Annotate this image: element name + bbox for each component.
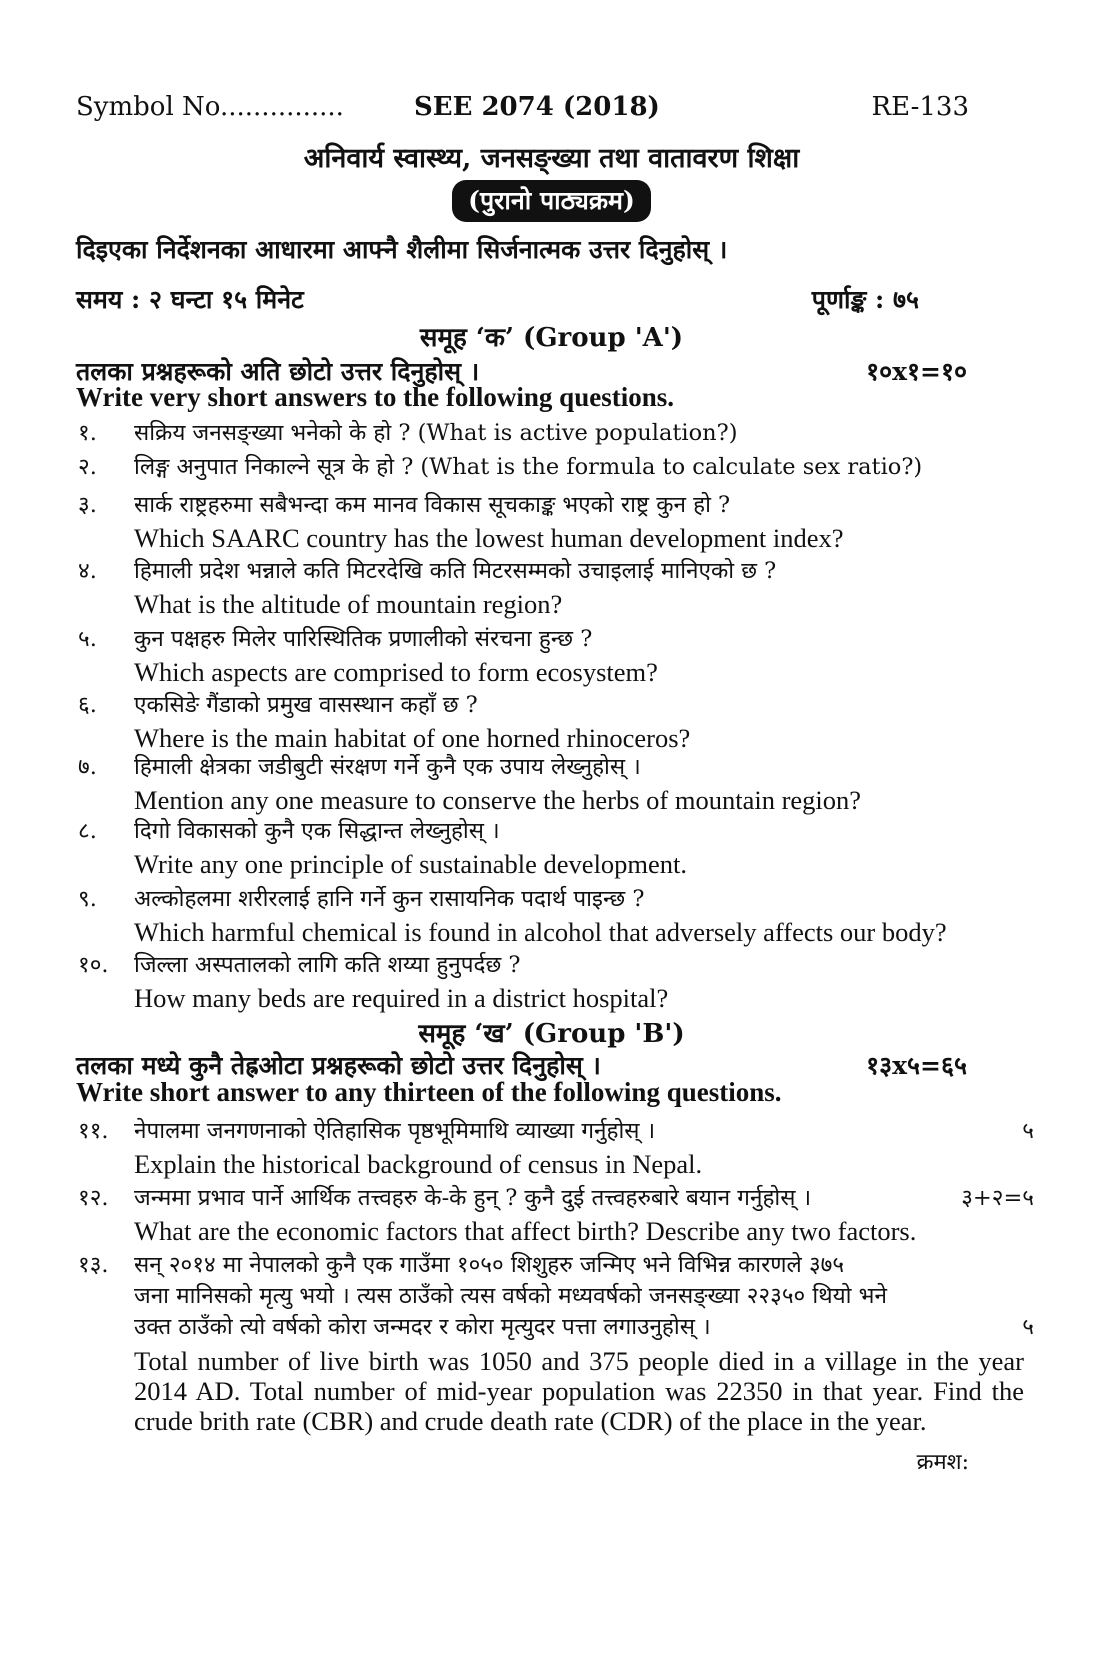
question-text-np: दिगो विकासको कुनै एक सिद्धान्त लेख्नुहोस् । bbox=[134, 818, 500, 844]
curriculum-badge: (पुरानो पाठ्यक्रम) bbox=[452, 180, 651, 222]
symbol-number: Symbol No............... bbox=[76, 92, 344, 122]
question-text-np: अल्कोहलमा शरीरलाई हानि गर्ने कुन रासायनिक पदार्थ पाइन्छ ? bbox=[134, 886, 645, 912]
question-marks: ३+२=५ bbox=[961, 1185, 1034, 1211]
question-text-np: हिमाली क्षेत्रका जडीबुटी संरक्षण गर्ने कुनै एक उपाय लेख्नुहोस् । bbox=[134, 754, 641, 780]
question-text-en: Which aspects are comprised to form ecosystem? bbox=[134, 657, 658, 687]
subject-title: अनिवार्य स्वास्थ्य, जनसङ्ख्या तथा वातावरण शिक्षा bbox=[303, 143, 800, 174]
question-text-np: नेपालमा जनगणनाको ऐतिहासिक पृष्ठभूमिमाथि व्याख्या गर्नुहोस् । bbox=[134, 1118, 656, 1144]
question-text-np-line-2: जना मानिसको मृत्यु भयो । त्यस ठाउँको त्यस वर्षको मध्यवर्षको जनसङ्ख्या २२३५० थियो भने bbox=[134, 1283, 887, 1309]
group-b-instruction-np: तलका मध्ये कुनै तेह्रओटा प्रश्नहरूको छोटो उत्तर दिनुहोस् । bbox=[76, 1051, 601, 1080]
general-instruction: दिइएका निर्देशनका आधारमा आफ्नै शैलीमा सिर्जनात्मक उत्तर दिनुहोस् । bbox=[76, 235, 728, 264]
question-text-en: How many beds are required in a district hospital? bbox=[134, 983, 669, 1013]
question-marks: ५ bbox=[1022, 1314, 1034, 1340]
question-marks: ५ bbox=[1022, 1118, 1034, 1144]
group-a-title: समूह ‘क’ (Group 'A') bbox=[419, 323, 684, 353]
exam-title: SEE 2074 (2018) bbox=[414, 92, 660, 122]
question-text-np: लिङ्ग अनुपात निकाल्ने सूत्र के हो ? (What is the formula to calculate sex ratio?) bbox=[134, 454, 923, 480]
question-text-en: Where is the main habitat of one horned rhinoceros? bbox=[134, 723, 691, 753]
question-number: १३. bbox=[78, 1252, 109, 1278]
question-number: ६. bbox=[78, 692, 97, 718]
question-text-en: What is the altitude of mountain region? bbox=[134, 589, 563, 619]
question-text-np-line-1: सन् २०१४ मा नेपालको कुनै एक गाउँमा १०५० शिशुहरु जन्मिए भने विभिन्न कारणले ३७५ bbox=[134, 1252, 845, 1278]
question-number: ८. bbox=[78, 818, 97, 844]
group-b-instruction-en: Write short answer to any thirteen of the following questions. bbox=[76, 1077, 782, 1107]
question-text-en: What are the economic factors that affect birth? Describe any two factors. bbox=[134, 1216, 917, 1246]
continued-label: क्रमश: bbox=[916, 1450, 969, 1475]
question-number: ३. bbox=[78, 492, 97, 518]
question-number: १२. bbox=[78, 1185, 109, 1211]
question-number: ९. bbox=[78, 886, 97, 912]
question-number: ५. bbox=[78, 626, 97, 652]
question-number: ४. bbox=[78, 558, 97, 584]
question-text-en: Mention any one measure to conserve the herbs of mountain region? bbox=[134, 785, 862, 815]
question-text-np: सार्क राष्ट्रहरुमा सबैभन्दा कम मानव विकास सूचकाङ्क भएको राष्ट्र कुन हो ? bbox=[134, 492, 731, 518]
group-a-instruction-np: तलका प्रश्नहरूको अति छोटो उत्तर दिनुहोस् । bbox=[76, 357, 480, 386]
group-b-title: समूह ‘ख’ (Group 'B') bbox=[418, 1019, 685, 1049]
time-label: समय : २ घन्टा १५ मिनेट bbox=[76, 285, 304, 314]
question-text-np: जिल्ला अस्पतालको लागि कति शय्या हुनुपर्दछ ? bbox=[134, 952, 521, 978]
question-text-np: एकसिङे गैंडाको प्रमुख वासस्थान कहाँ छ ? bbox=[134, 692, 478, 718]
question-text-np: जन्ममा प्रभाव पार्ने आर्थिक तत्त्वहरु के-के हुन् ? कुनै दुई तत्त्वहरुबारे बयान गर्नुहोस् । bbox=[134, 1185, 812, 1211]
question-text-np: कुन पक्षहरु मिलेर पारिस्थितिक प्रणालीको संरचना हुन्छ ? bbox=[134, 626, 593, 652]
question-text-np-line-3: उक्त ठाउँको त्यो वर्षको कोरा जन्मदर र कोरा मृत्युदर पत्ता लगाउनुहोस् । bbox=[134, 1314, 711, 1340]
paper-code: RE-133 bbox=[871, 92, 969, 122]
question-number: ७. bbox=[78, 754, 97, 780]
question-number: २. bbox=[78, 454, 97, 480]
question-number: १०. bbox=[78, 952, 109, 978]
question-text-en: Which SAARC country has the lowest human development index? bbox=[134, 523, 844, 553]
question-text-en: Total number of live birth was 1050 and 375 people died in a village in the year 2014 AD. Total number of mid-year population was 22350 in that year. Find the crude brith rate (CBR) and crude death rate (CDR) of the place in the year. bbox=[134, 1346, 1024, 1436]
full-marks-label: पूर्णाङ्क : ७५ bbox=[811, 285, 919, 314]
curriculum-badge-wrap bbox=[0, 180, 1103, 222]
question-text-np: हिमाली प्रदेश भन्नाले कति मिटरदेखि कति मिटरसम्मको उचाइलाई मानिएको छ ? bbox=[134, 558, 777, 584]
question-text-en: Write any one principle of sustainable development. bbox=[134, 849, 688, 879]
question-text-en: Which harmful chemical is found in alcohol that adversely affects our body? bbox=[134, 917, 947, 947]
question-text-en: Explain the historical background of census in Nepal. bbox=[134, 1149, 703, 1179]
question-number: १. bbox=[78, 420, 97, 446]
group-a-marks: १०x१=१० bbox=[866, 357, 967, 386]
question-text-np: सक्रिय जनसङ्ख्या भनेको के हो ? (What is active population?) bbox=[134, 420, 738, 446]
question-number: ११. bbox=[78, 1118, 109, 1144]
group-b-marks: १३x५=६५ bbox=[866, 1051, 967, 1080]
group-a-instruction-en: Write very short answers to the following questions. bbox=[76, 382, 674, 412]
